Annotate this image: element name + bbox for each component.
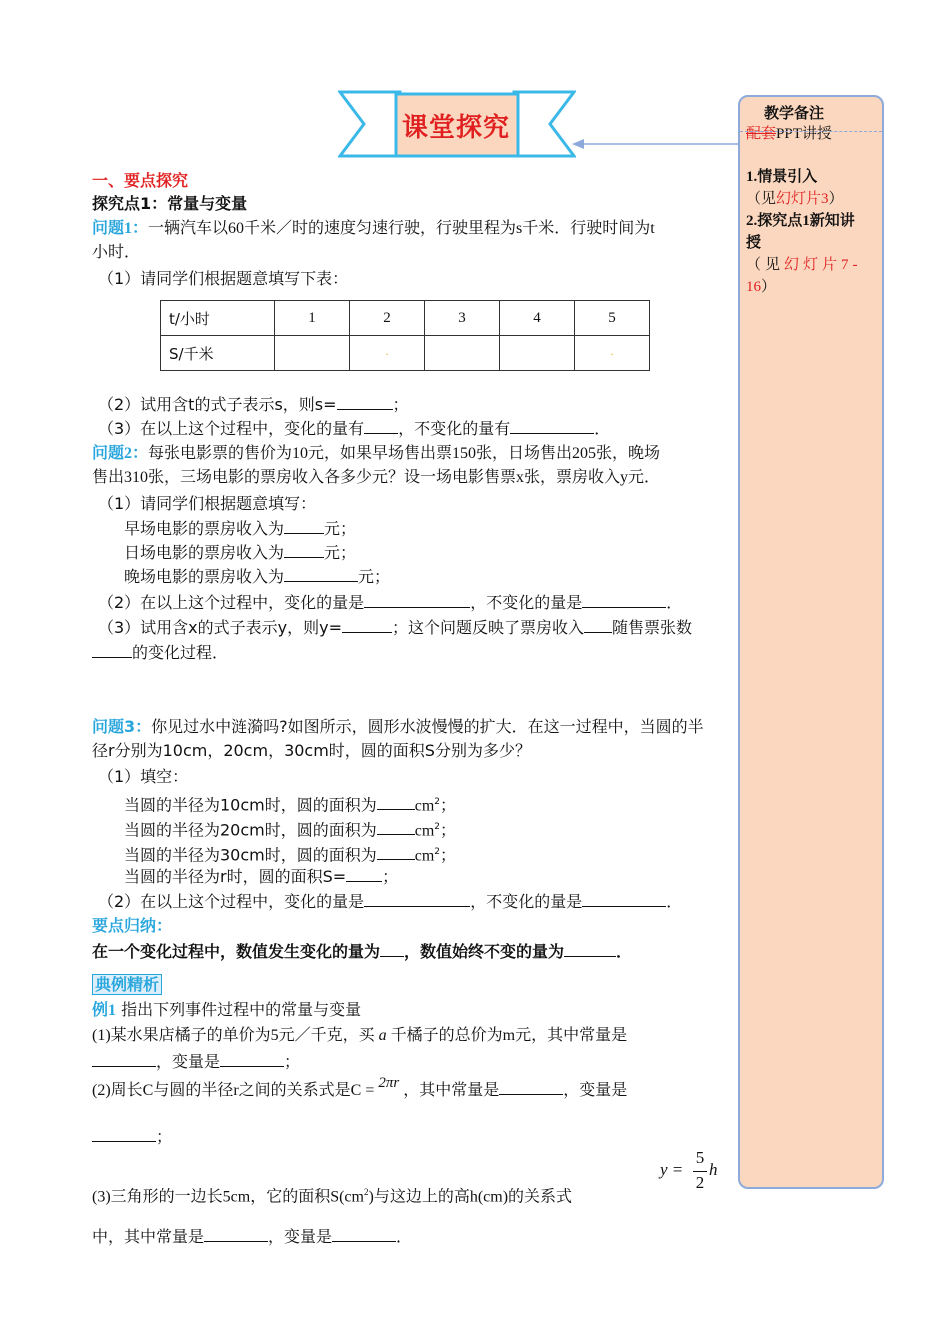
q3-rr-a: 当圆的半径为r时，圆的面积S= bbox=[124, 867, 347, 886]
q1-text-line1 bbox=[92, 218, 655, 240]
formula-2pir: 2πr bbox=[378, 1075, 400, 1091]
s-cell[interactable] bbox=[575, 336, 650, 371]
q1-p3-a: （3）在以上这个过程中，变化的量有 bbox=[98, 419, 365, 438]
time-distance-table bbox=[160, 300, 650, 371]
ref-open: （见 bbox=[746, 257, 785, 273]
q1-p3-c: ． bbox=[594, 419, 611, 438]
t-value: 5 bbox=[575, 301, 650, 336]
sidebar-ppt-note bbox=[746, 124, 832, 144]
q1-text-a: 一辆汽车以60千米／时的速度匀速行驶，行驶里程为s千米．行驶时间为t bbox=[148, 220, 655, 237]
q3-label: 问题3： bbox=[92, 717, 152, 736]
unit: 元； bbox=[324, 519, 357, 538]
sidebar-item-2: 2.探究点1新知讲 bbox=[746, 213, 855, 229]
mark-dot: · bbox=[610, 350, 614, 361]
ex1-i1-a: (1)某水果店橘子的单价为5元／千克，买 bbox=[92, 1027, 375, 1044]
answer-blank[interactable] bbox=[92, 1125, 156, 1142]
ref-close: ） bbox=[761, 279, 777, 295]
q2-part3-cont bbox=[92, 641, 228, 664]
q1-part2 bbox=[98, 393, 409, 416]
answer-blank[interactable] bbox=[284, 541, 324, 558]
ex1-i3-sup: 2 bbox=[363, 1187, 369, 1197]
ex1-item3 bbox=[92, 1181, 572, 1208]
sidebar-item-2-ref-cont bbox=[746, 277, 776, 297]
q2-p2-c: ． bbox=[666, 593, 683, 612]
formula-denominator: 2 bbox=[695, 1173, 705, 1192]
mark-dot: · bbox=[385, 350, 389, 361]
ppt-suffix: PPT讲授 bbox=[776, 126, 832, 142]
unit-sup: 2 bbox=[434, 847, 441, 857]
sidebar-item-2-cont: 授 bbox=[746, 235, 762, 251]
summary-c: ． bbox=[616, 942, 633, 961]
unit: cm bbox=[414, 822, 435, 840]
section-subheading: 探究点1：常量与变量 bbox=[92, 194, 248, 213]
table-row bbox=[161, 301, 650, 336]
summary-text bbox=[92, 940, 632, 963]
examples-label-wrap bbox=[92, 974, 162, 996]
unit-end: ； bbox=[440, 845, 457, 865]
fraction-bar bbox=[693, 1171, 707, 1172]
s-cell[interactable] bbox=[350, 336, 425, 371]
answer-blank[interactable] bbox=[92, 641, 132, 658]
row2-head: S/千米 bbox=[161, 336, 275, 371]
ref-close: ） bbox=[828, 191, 844, 207]
q2-night bbox=[124, 565, 390, 588]
answer-blank[interactable] bbox=[284, 565, 358, 582]
q2-p3-a: （3）试用含x的式子表示y，则y= bbox=[98, 618, 342, 637]
formula-h: h bbox=[709, 1160, 718, 1179]
t-value: 1 bbox=[275, 301, 350, 336]
q3-r20 bbox=[124, 816, 456, 842]
ref-open: （见 bbox=[746, 191, 777, 207]
q2-p3-b: ；这个问题反映了票房收入 bbox=[392, 618, 585, 637]
unit-end: ； bbox=[440, 795, 457, 815]
ex1-text: 指出下列事件过程中的常量与变量 bbox=[121, 1000, 362, 1019]
answer-blank[interactable] bbox=[284, 517, 324, 534]
ex1-i3-d: ，变量是 bbox=[268, 1227, 333, 1246]
answer-blank[interactable] bbox=[582, 890, 666, 907]
q1-p3-b: ，不变化的量有 bbox=[398, 419, 511, 438]
unit: cm bbox=[414, 797, 435, 815]
q2-day-text: 日场电影的票房收入为 bbox=[124, 543, 285, 562]
ex1-heading bbox=[92, 999, 361, 1022]
q2-early-text: 早场电影的票房收入为 bbox=[124, 519, 285, 538]
answer-blank[interactable] bbox=[364, 417, 398, 434]
answer-blank[interactable] bbox=[584, 616, 612, 633]
answer-blank[interactable] bbox=[364, 591, 470, 608]
unit-end: ； bbox=[440, 820, 457, 840]
sidebar-title: 教学备注 bbox=[764, 104, 825, 122]
answer-blank[interactable] bbox=[342, 616, 392, 633]
sidebar-divider bbox=[740, 131, 882, 132]
table-row bbox=[161, 336, 650, 371]
ex1-i1-b: 千橘子的总价为m元，其中常量是 bbox=[390, 1027, 628, 1044]
q3-rr-b: ； bbox=[382, 867, 399, 886]
ex1-item3-cont bbox=[92, 1225, 412, 1248]
answer-blank[interactable] bbox=[510, 417, 594, 434]
q1-text-line2: 小时． bbox=[92, 244, 141, 261]
q2-p2-b: ，不变化的量是 bbox=[470, 593, 583, 612]
q2-text-line2: 售出310张，三场电影的票房收入各多少元？设一场电影售票x张，票房收入y元． bbox=[92, 469, 661, 486]
q1-part3 bbox=[98, 417, 610, 440]
q3-text-line2: 径r分别为10cm，20cm，30cm时，圆的面积S分别为多少？ bbox=[92, 741, 531, 760]
ex1-i1-var: a bbox=[378, 1027, 387, 1044]
teaching-notes-sidebar bbox=[738, 95, 884, 1189]
ex1-i2-c: ，变量是 bbox=[563, 1082, 628, 1099]
answer-blank[interactable] bbox=[377, 793, 415, 810]
unit-sup: 2 bbox=[434, 822, 441, 832]
slide-ref-link[interactable]: 幻灯片3 bbox=[776, 191, 829, 207]
q3-part2 bbox=[98, 890, 682, 913]
q3-r20-text: 当圆的半径为20cm时，圆的面积为 bbox=[124, 820, 377, 840]
answer-blank[interactable] bbox=[332, 1225, 396, 1242]
q1-p2-a: （2）试用含t的式子表示s，则s= bbox=[98, 395, 337, 414]
answer-blank[interactable] bbox=[220, 1050, 284, 1067]
ex1-i1-d: ； bbox=[284, 1054, 301, 1071]
summary-b: ，数值始终不变的量为 bbox=[404, 942, 565, 961]
banner-title: 课堂探究 bbox=[401, 112, 510, 143]
section-heading: 一、要点探究 bbox=[92, 171, 189, 190]
answer-blank[interactable] bbox=[377, 818, 415, 835]
slide-ref-link[interactable]: 幻灯片7- bbox=[784, 257, 862, 273]
q2-p3-d: 的变化过程． bbox=[132, 643, 229, 662]
formula-numerator: 5 bbox=[695, 1148, 705, 1167]
ex1-i3-b: )与这边上的高h(cm)的关系式 bbox=[368, 1188, 573, 1206]
q2-part3 bbox=[98, 616, 692, 639]
q3-p2-c: ． bbox=[666, 892, 683, 911]
ex1-i2-d: ； bbox=[156, 1129, 173, 1146]
ppt-prefix: 配套 bbox=[746, 126, 777, 142]
q1-p2-b: ； bbox=[392, 395, 409, 414]
q3-rr bbox=[124, 865, 398, 888]
sidebar-item-1-ref bbox=[746, 189, 844, 209]
row1-head: t/小时 bbox=[161, 301, 275, 336]
answer-blank[interactable] bbox=[337, 393, 393, 410]
q1-part1: （1）请同学们根据题意填写下表： bbox=[98, 269, 349, 288]
formula-y: y = bbox=[660, 1160, 684, 1179]
answer-blank[interactable] bbox=[346, 865, 382, 882]
ex1-label: 例1 bbox=[92, 1002, 117, 1019]
unit: cm bbox=[414, 847, 435, 865]
ex1-i3-c: 中，其中常量是 bbox=[92, 1227, 205, 1246]
q2-day bbox=[124, 541, 356, 564]
ex1-i1-c: ，变量是 bbox=[156, 1054, 221, 1071]
answer-blank[interactable] bbox=[582, 591, 666, 608]
q2-part1: （1）请同学们根据题意填写： bbox=[98, 494, 317, 513]
summary-label: 要点归纳： bbox=[92, 916, 173, 935]
ex1-item2-cont bbox=[92, 1125, 172, 1149]
q1-label: 问题1： bbox=[92, 220, 149, 237]
t-value: 4 bbox=[500, 301, 575, 336]
answer-blank[interactable] bbox=[204, 1225, 268, 1242]
unit: 元； bbox=[358, 567, 391, 586]
q2-p3-c: 随售票张数 bbox=[612, 618, 693, 637]
s-cell[interactable] bbox=[275, 336, 350, 371]
answer-blank[interactable] bbox=[499, 1078, 563, 1095]
q2-text-line1 bbox=[92, 443, 660, 465]
q3-r10 bbox=[124, 791, 456, 817]
t-value: 3 bbox=[425, 301, 500, 336]
s-cell[interactable] bbox=[425, 336, 500, 371]
sidebar-item-1: 1.情景引入 bbox=[746, 169, 818, 185]
ex1-i3-e: ． bbox=[396, 1227, 413, 1246]
ex1-i2-b: ，其中常量是 bbox=[403, 1082, 500, 1099]
ex1-item1 bbox=[92, 1025, 627, 1047]
arrow-icon bbox=[570, 136, 742, 152]
q3-text-line1 bbox=[92, 716, 704, 738]
answer-blank[interactable] bbox=[92, 1050, 156, 1067]
ex1-i3-a: (3)三角形的一边长5cm，它的面积S(cm bbox=[92, 1188, 364, 1206]
q2-night-text: 晚场电影的票房收入为 bbox=[124, 567, 285, 586]
q3-text-a: 你见过水中涟漪吗?如图所示，圆形水波慢慢的扩大．在这一过程中，当圆的半 bbox=[151, 717, 704, 736]
unit-sup: 2 bbox=[434, 797, 441, 807]
answer-blank[interactable] bbox=[377, 843, 415, 860]
ex1-i2-a: (2)周长C与圆的半径r之间的关系式是C = bbox=[92, 1082, 375, 1099]
answer-blank[interactable] bbox=[380, 940, 404, 957]
formula-area bbox=[660, 1148, 724, 1196]
q3-p2-b: ，不变化的量是 bbox=[470, 892, 583, 911]
q3-r30-text: 当圆的半径为30cm时，圆的面积为 bbox=[124, 845, 377, 865]
q2-p2-a: （2）在以上这个过程中，变化的量是 bbox=[98, 593, 365, 612]
q3-p2-a: （2）在以上这个过程中，变化的量是 bbox=[98, 892, 365, 911]
answer-blank[interactable] bbox=[564, 940, 616, 957]
q3-r30 bbox=[124, 841, 456, 867]
q2-part2 bbox=[98, 591, 682, 614]
ex1-item2 bbox=[92, 1075, 628, 1102]
slide-ref-link[interactable]: 16 bbox=[746, 279, 761, 295]
summary-a: 在一个变化过程中，数值发生变化的量为 bbox=[92, 942, 381, 961]
t-value: 2 bbox=[350, 301, 425, 336]
q3-part1: （1）填空： bbox=[98, 767, 189, 786]
s-cell[interactable] bbox=[500, 336, 575, 371]
q3-r10-text: 当圆的半径为10cm时，圆的面积为 bbox=[124, 795, 377, 815]
unit: 元； bbox=[324, 543, 357, 562]
ex1-item1-cont bbox=[92, 1050, 300, 1074]
examples-label: 典例精析 bbox=[92, 974, 162, 995]
q2-text-a: 每张电影票的售价为10元，如果早场售出票150张，日场售出205张，晚场 bbox=[148, 445, 661, 462]
q2-label: 问题2： bbox=[92, 445, 149, 462]
sidebar-item-2-ref bbox=[746, 255, 862, 275]
answer-blank[interactable] bbox=[364, 890, 470, 907]
q2-early bbox=[124, 517, 356, 540]
